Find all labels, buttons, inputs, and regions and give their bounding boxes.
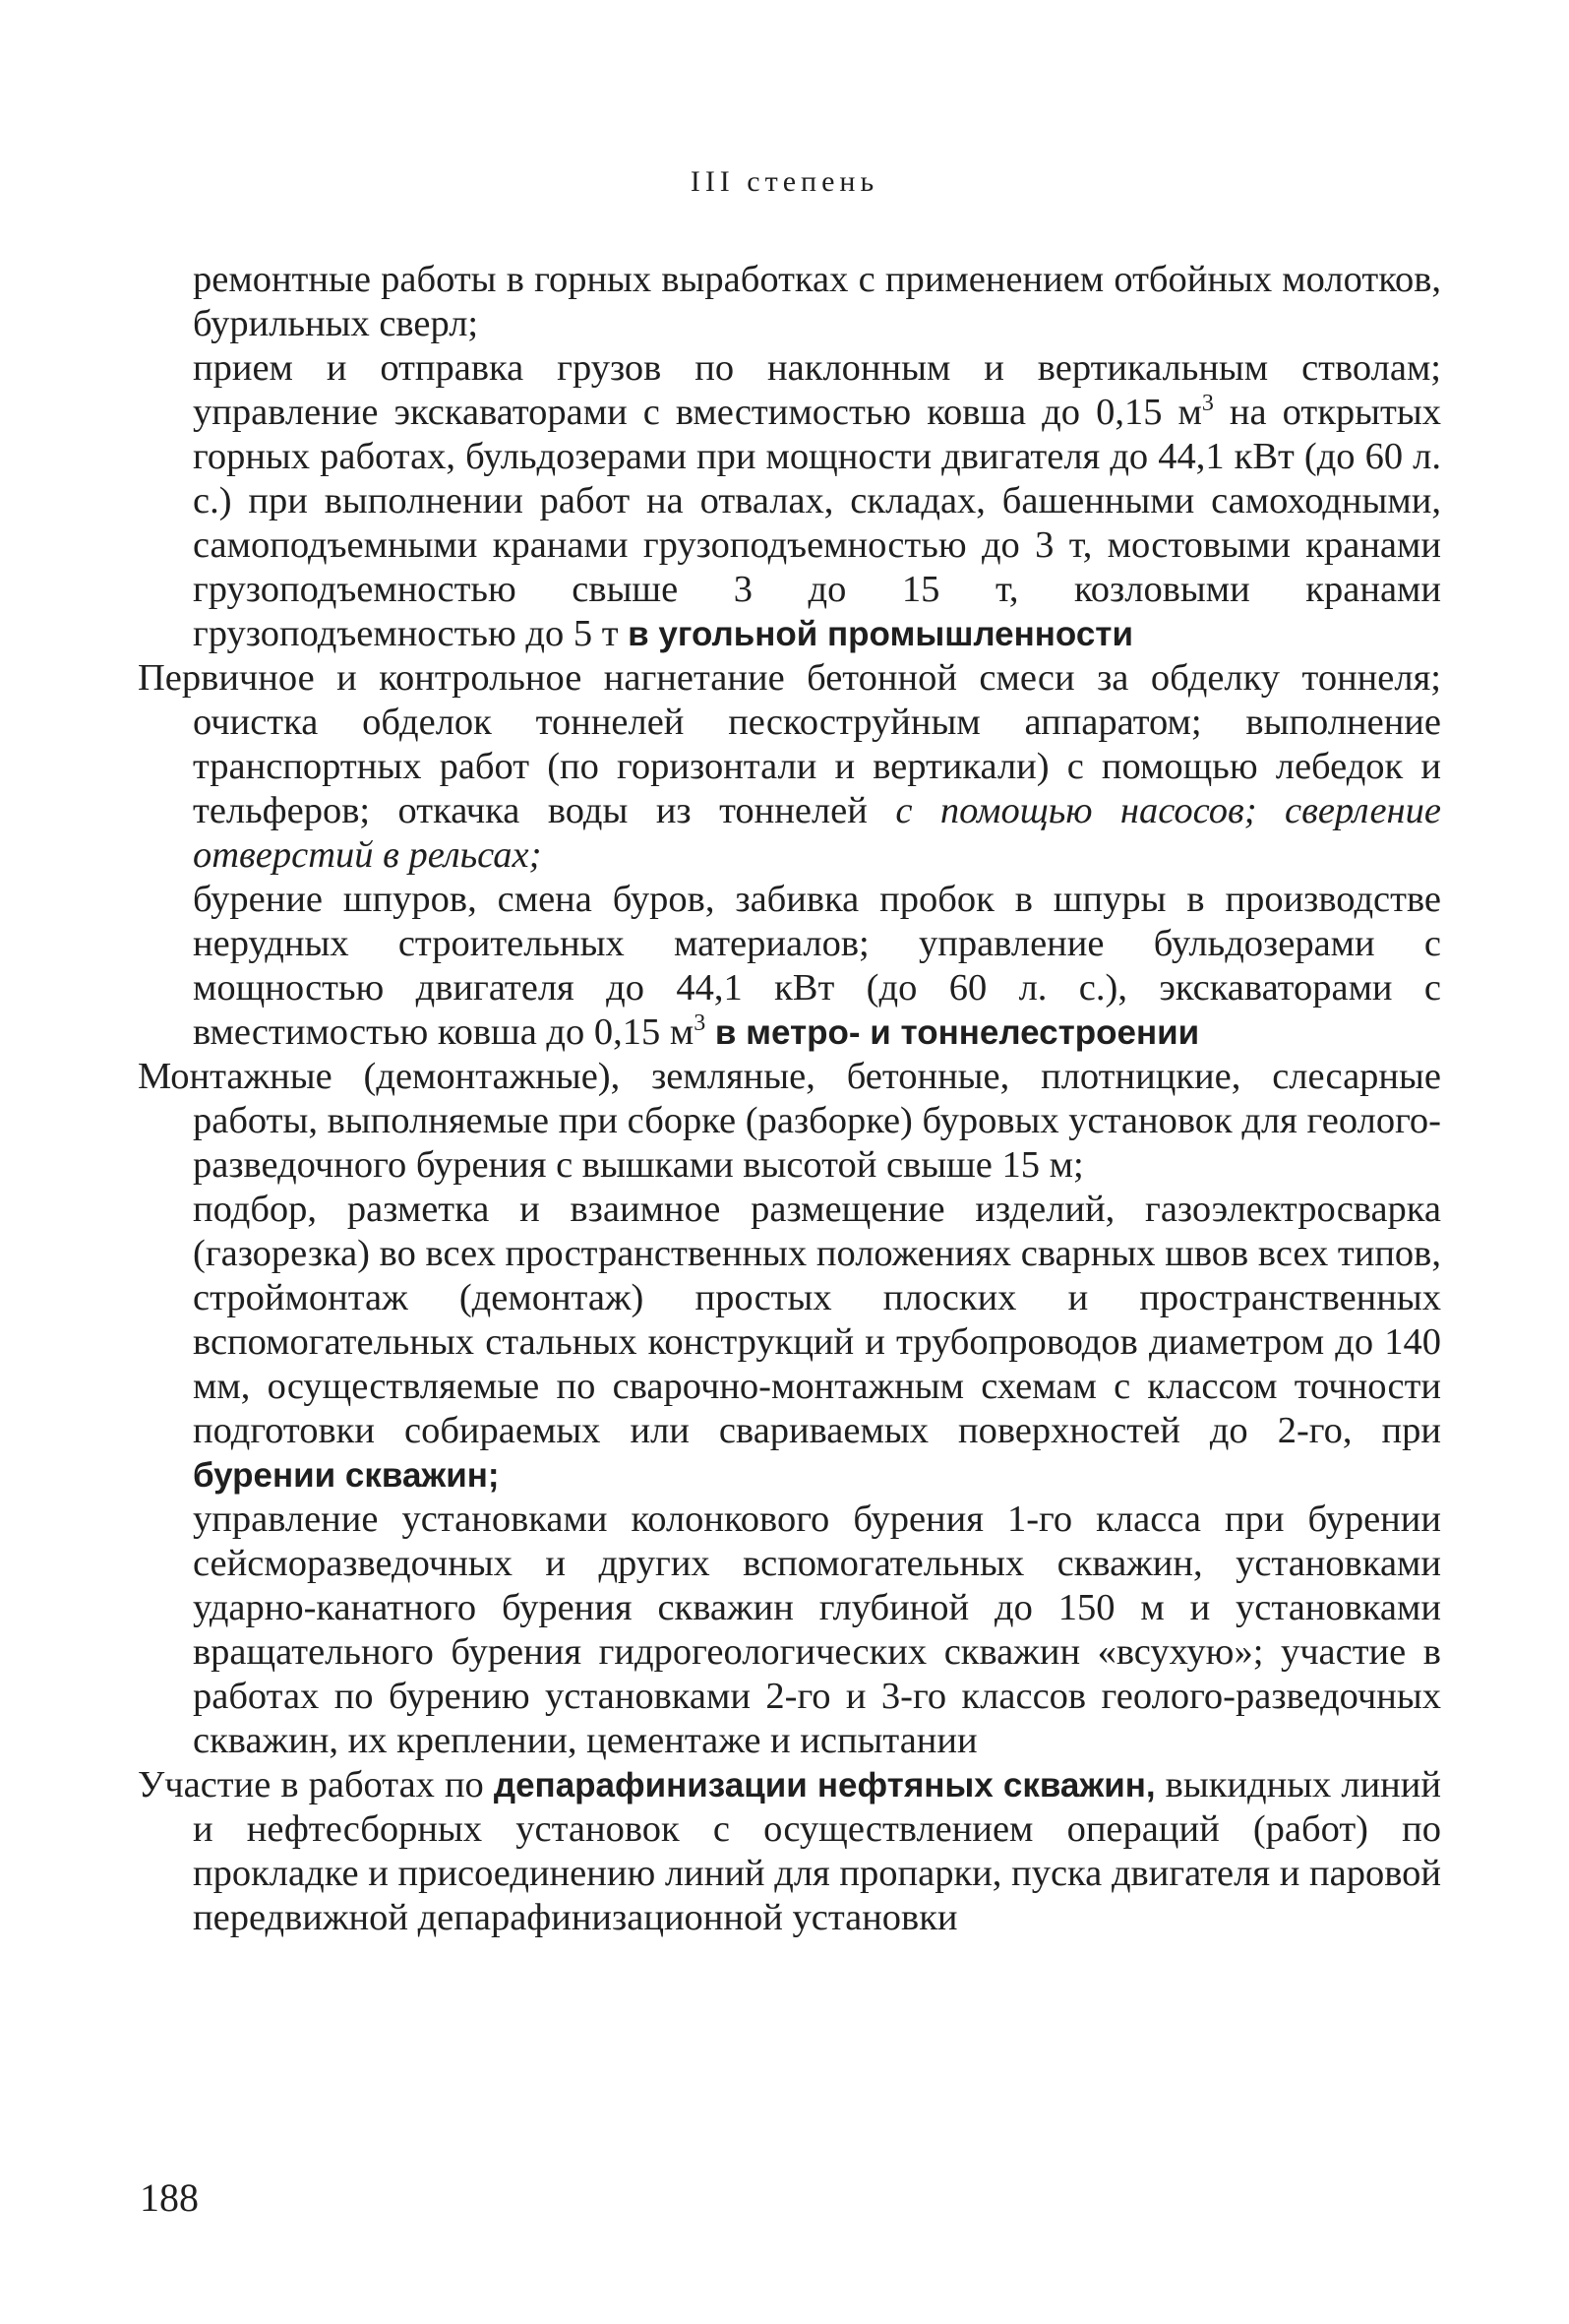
text-run: Участие в работах по — [138, 1764, 494, 1805]
superscript: 3 — [1201, 391, 1214, 417]
superscript: 3 — [694, 1010, 706, 1037]
industry-label: в метро- и тоннелестроении — [714, 1013, 1200, 1052]
paragraph-3 — [138, 656, 1441, 878]
industry-label: в угольной промышленности — [628, 615, 1133, 653]
industry-label: бурении скважин; — [193, 1456, 500, 1495]
paragraph-5 — [138, 1055, 1441, 1188]
text-run: Монтажные (демонтажные), земляные, бетонные, плотницкие, слесарные работы, выполняемые при сборке (разборке) буровых установок для геолого-разведочного бурения с вышками высотой свыше 15 м; — [138, 1056, 1441, 1186]
running-header: III степень — [690, 165, 879, 198]
paragraph-4 — [138, 878, 1441, 1055]
text-run: управление установками колонкового бурения 1-го класса при бурении сейсморазведочных и других вспомогательных скважин, установками ударно-канатного бурения скважин глубиной до 150 м и установками вращательного бурения гидрогеологических скважин «всухую»; участие в работах по бурению установками 2-го и 3-го классов геолого-разведочных скважин, их креплении, цементаже и испытании — [193, 1498, 1441, 1761]
text-run: на открытых горных работах, бульдозерами при мощности двигателя до 44,1 кВт (до 60 л. с.) при выполнении работ на отвалах, складах, башенными самоходными, самоподъемными кранами грузоподъемностью до 3 т, мостовыми кранами грузоподъемностью свыше 3 до 15 т, козловыми кранами грузоподъемностью до 5 т — [193, 392, 1441, 654]
text-run: бурение шпуров, смена буров, забивка пробок в шпуры в производстве нерудных строительных материалов; управление бульдозерами с мощностью двигателя до 44,1 кВт (до 60 л. с.), экскаваторами с вместимостью ковша до 0,15 м — [193, 879, 1441, 1053]
text-run: прием и отправка грузов по наклонным и вертикальным стволам; управление экскаваторами с вместимостью ковша до 0,15 м — [193, 347, 1441, 433]
industry-label: депарафинизации нефтяных скважин, — [493, 1766, 1156, 1804]
paragraph-1 — [138, 258, 1441, 346]
text-run: ремонтные работы в горных выработках с применением отбойных молотков, бурильных сверл; — [193, 259, 1441, 344]
text-run: Первичное и контрольное нагнетание бетонной смеси за обделку тоннеля; очистка обделок тоннелей пескоструйным аппаратом; выполнение транспортных работ (по горизонтали и вертикали) с помощью лебедок и тельферов; откачка воды из тоннелей — [138, 657, 1441, 831]
paragraph-8 — [138, 1763, 1441, 1940]
paragraph-7 — [138, 1498, 1441, 1763]
text-run: выкидных линий и нефтесборных установок с осуществлением операций (работ) по прокладке и присоединению линий для пропарки, пуска двигателя и паровой передвижной депарафинизационной установки — [193, 1764, 1441, 1938]
text-run: подбор, разметка и взаимное размещение изделий, газоэлектросварка (газорезка) во всех пространственных положениях сварных швов всех типов, строймонтаж (демонтаж) простых плоских и пространственных вспомогательных стальных конструкций и трубопроводов диаметром до 140 мм, осуществляемые по сварочно-монтажным схемам с классом точности подготовки собираемых или свариваемых поверхностей до 2-го, при — [193, 1189, 1441, 1451]
italic-run: с помощью насосов; сверление отверстий в рельсах; — [193, 790, 1441, 876]
page-number: 188 — [140, 2175, 199, 2220]
body-text — [138, 258, 1441, 1940]
paragraph-6 — [138, 1188, 1441, 1498]
text-run — [705, 1011, 715, 1053]
paragraph-2 — [138, 346, 1441, 656]
